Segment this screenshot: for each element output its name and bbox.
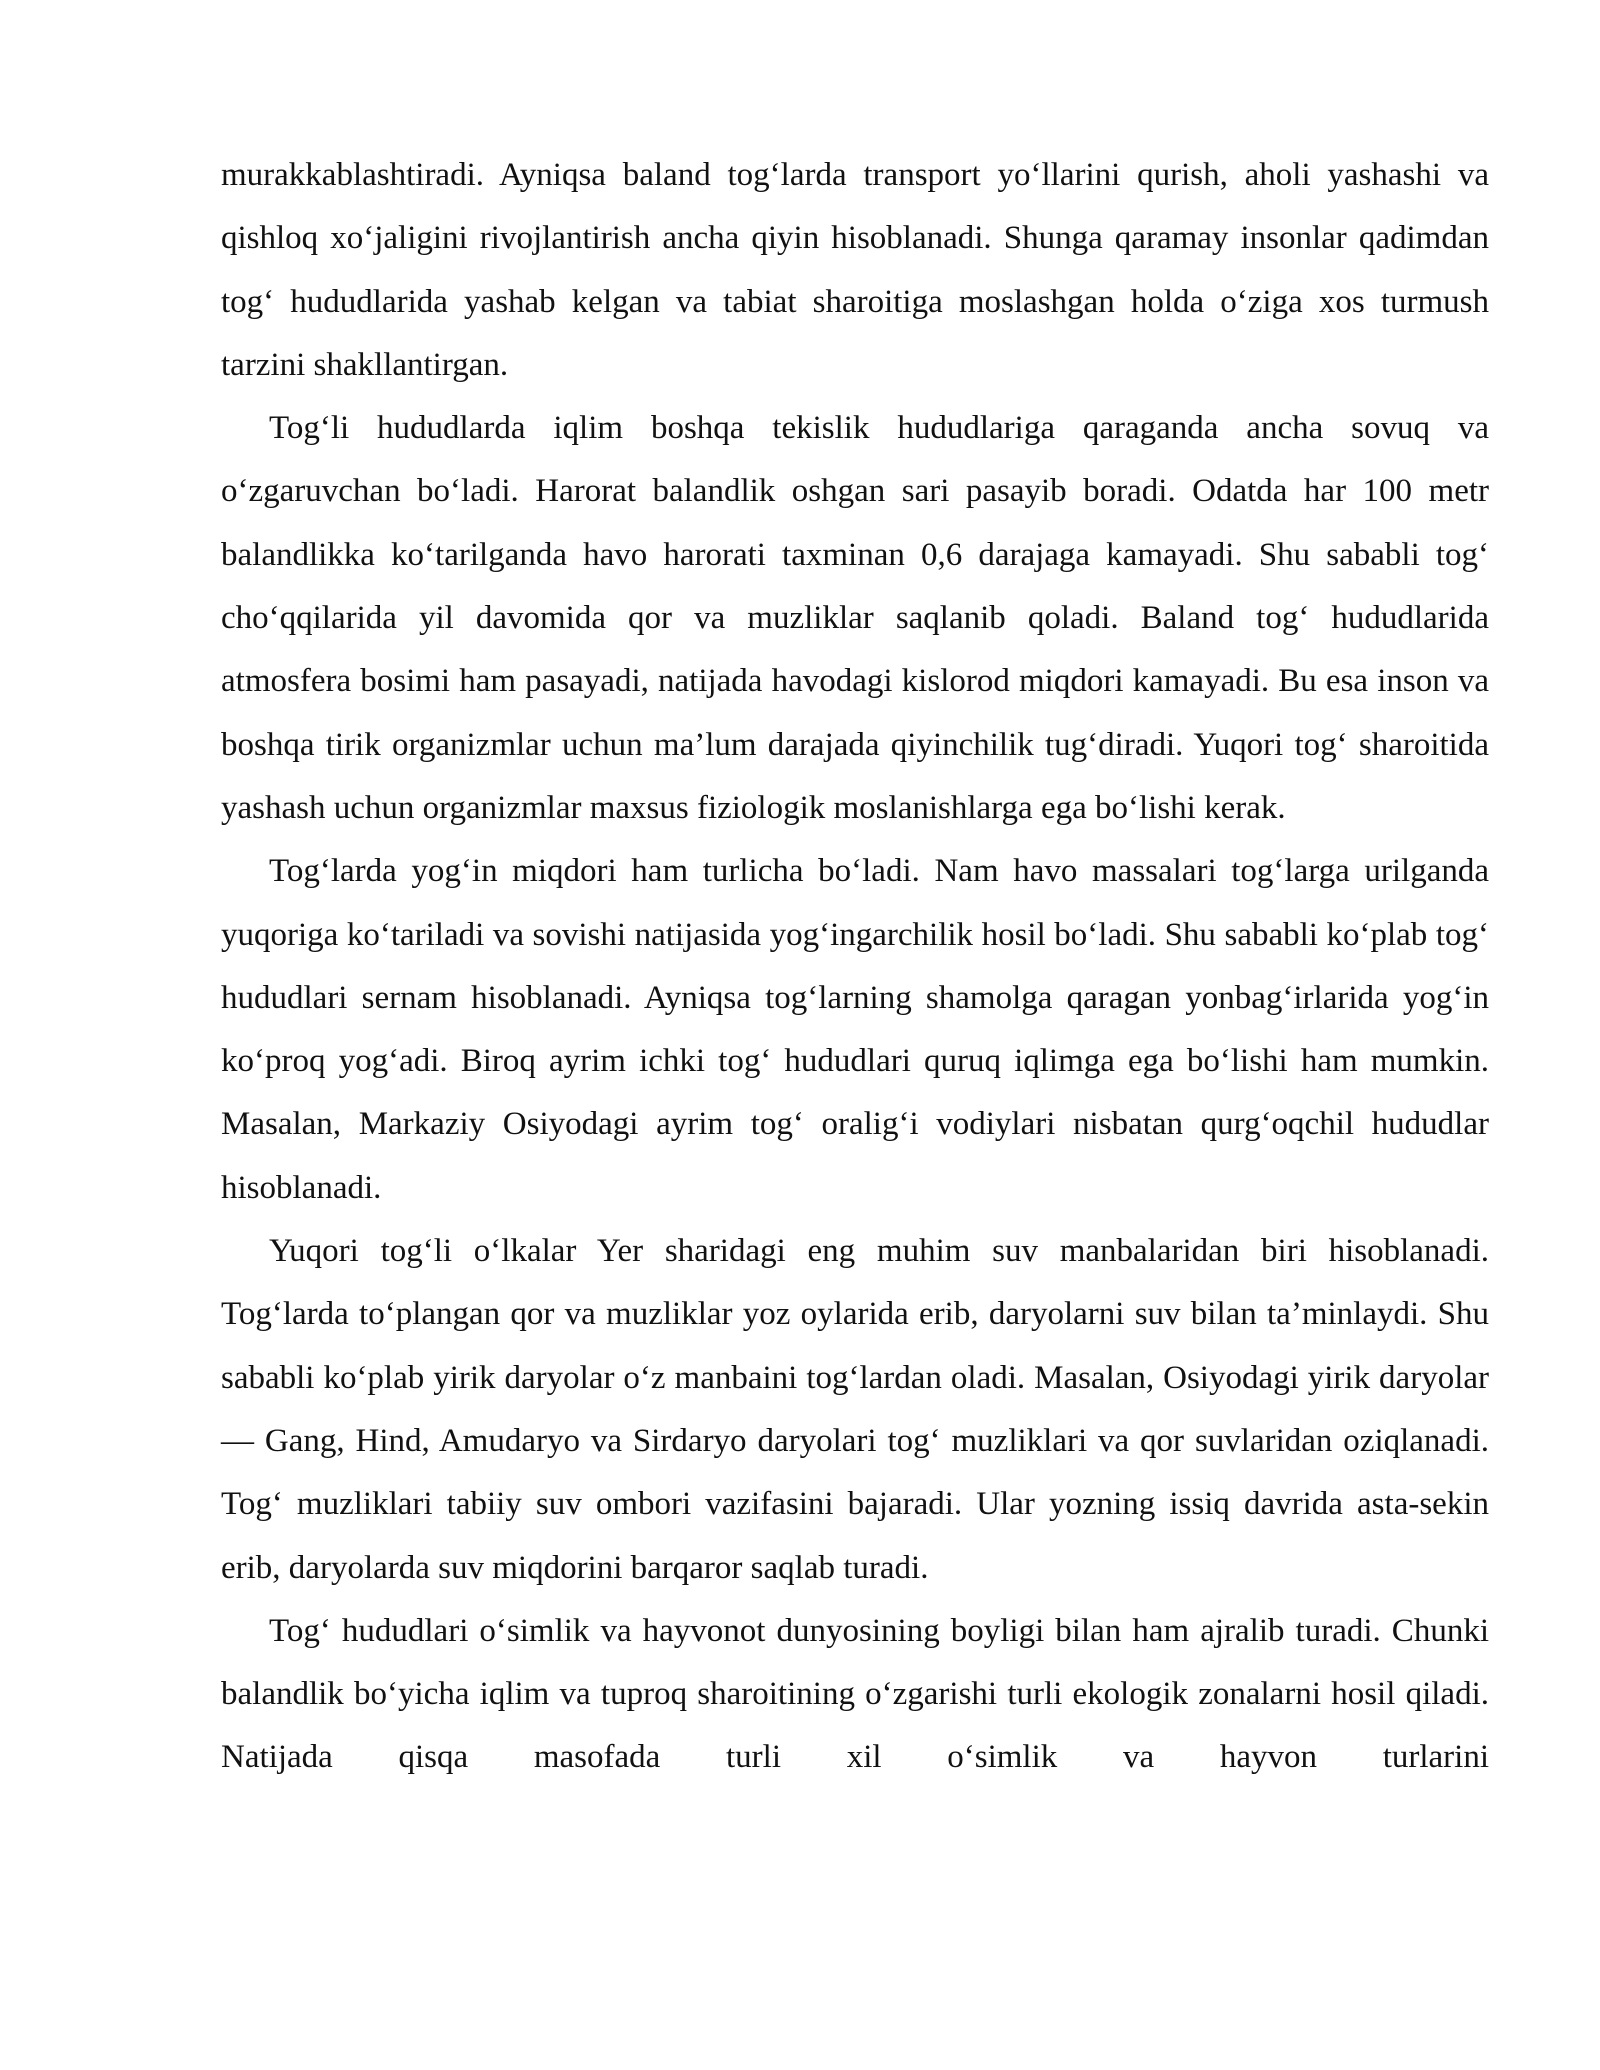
paragraph-5: Tog‘ hududlari o‘simlik va hayvonot dunyosining boyligi bilan ham ajralib turadi. Chunki balandlik bo‘yicha iqlim va tuproq sharoitining o‘zgarishi turli ekologik zonalarni hosil qiladi. Natijada qisqa masofada turli xil o‘simlik va hayvon turlarini [221,1612,1489,1776]
paragraph-2: Tog‘li hududlarda iqlim boshqa tekislik hududlariga qaraganda ancha sovuq va o‘zgaruvchan bo‘ladi. Harorat balandlik oshgan sari pasayib boradi. Odatda har 100 metr balandlikka ko‘tarilganda havo harorati taxminan 0,6 darajaga kamayadi. Shu sababli tog‘ cho‘qqilarida yil davomida qor va muzliklar saqlanib qoladi. Baland tog‘ hududlarida atmosfera bosimi ham pasayadi, natijada havodagi kislorod miqdori kamayadi. Bu esa inson va boshqa tirik organizmlar uchun ma’lum darajada qiyinchilik tug‘diradi. Yuqori tog‘ sharoitida yashash uchun organizmlar maxsus fiziologik moslanishlarga ega bo‘lishi kerak. [221,410,1489,826]
paragraph-4: Yuqori tog‘li o‘lkalar Yer sharidagi eng muhim suv manbalaridan biri hisoblanadi. Tog‘larda to‘plangan qor va muzliklar yoz oylarida erib, daryolarni suv bilan ta’minlaydi. Shu sababli ko‘plab yirik daryolar o‘z manbaini tog‘lardan oladi. Masalan, Osiyodagi yirik daryolar — Gang, Hind, Amudaryo va Sirdaryo daryolari tog‘ muzliklari va qor suvlaridan oziqlanadi. Tog‘ muzliklari tabiiy suv ombori vazifasini bajaradi. Ular yozning issiq davrida asta-sekin erib, daryolarda suv miqdorini barqaror saqlab turadi. [221,1233,1489,1586]
paragraph-1: murakkablashtiradi. Ayniqsa baland tog‘larda transport yo‘llarini qurish, aholi yashashi va qishloq xo‘jaligini rivojlantirish ancha qiyin hisoblanadi. Shunga qaramay insonlar qadimdan tog‘ hududlarida yashab kelgan va tabiat sharoitiga moslashgan holda o‘ziga xos turmush tarzini shakllantirgan. [221,157,1489,383]
document-page [221,144,1489,1790]
paragraph-3: Tog‘larda yog‘in miqdori ham turlicha bo‘ladi. Nam havo massalari tog‘larga urilganda yuqoriga ko‘tariladi va sovishi natijasida yog‘ingarchilik hosil bo‘ladi. Shu sababli ko‘plab tog‘ hududlari sernam hisoblanadi. Ayniqsa tog‘larning shamolga qaragan yonbag‘irlarida yog‘in ko‘proq yog‘adi. Biroq ayrim ichki tog‘ hududlari quruq iqlimga ega bo‘lishi ham mumkin. Masalan, Markaziy Osiyodagi ayrim tog‘ oralig‘i vodiylari nisbatan qurg‘oqchil hududlar hisoblanadi. [221,853,1489,1206]
